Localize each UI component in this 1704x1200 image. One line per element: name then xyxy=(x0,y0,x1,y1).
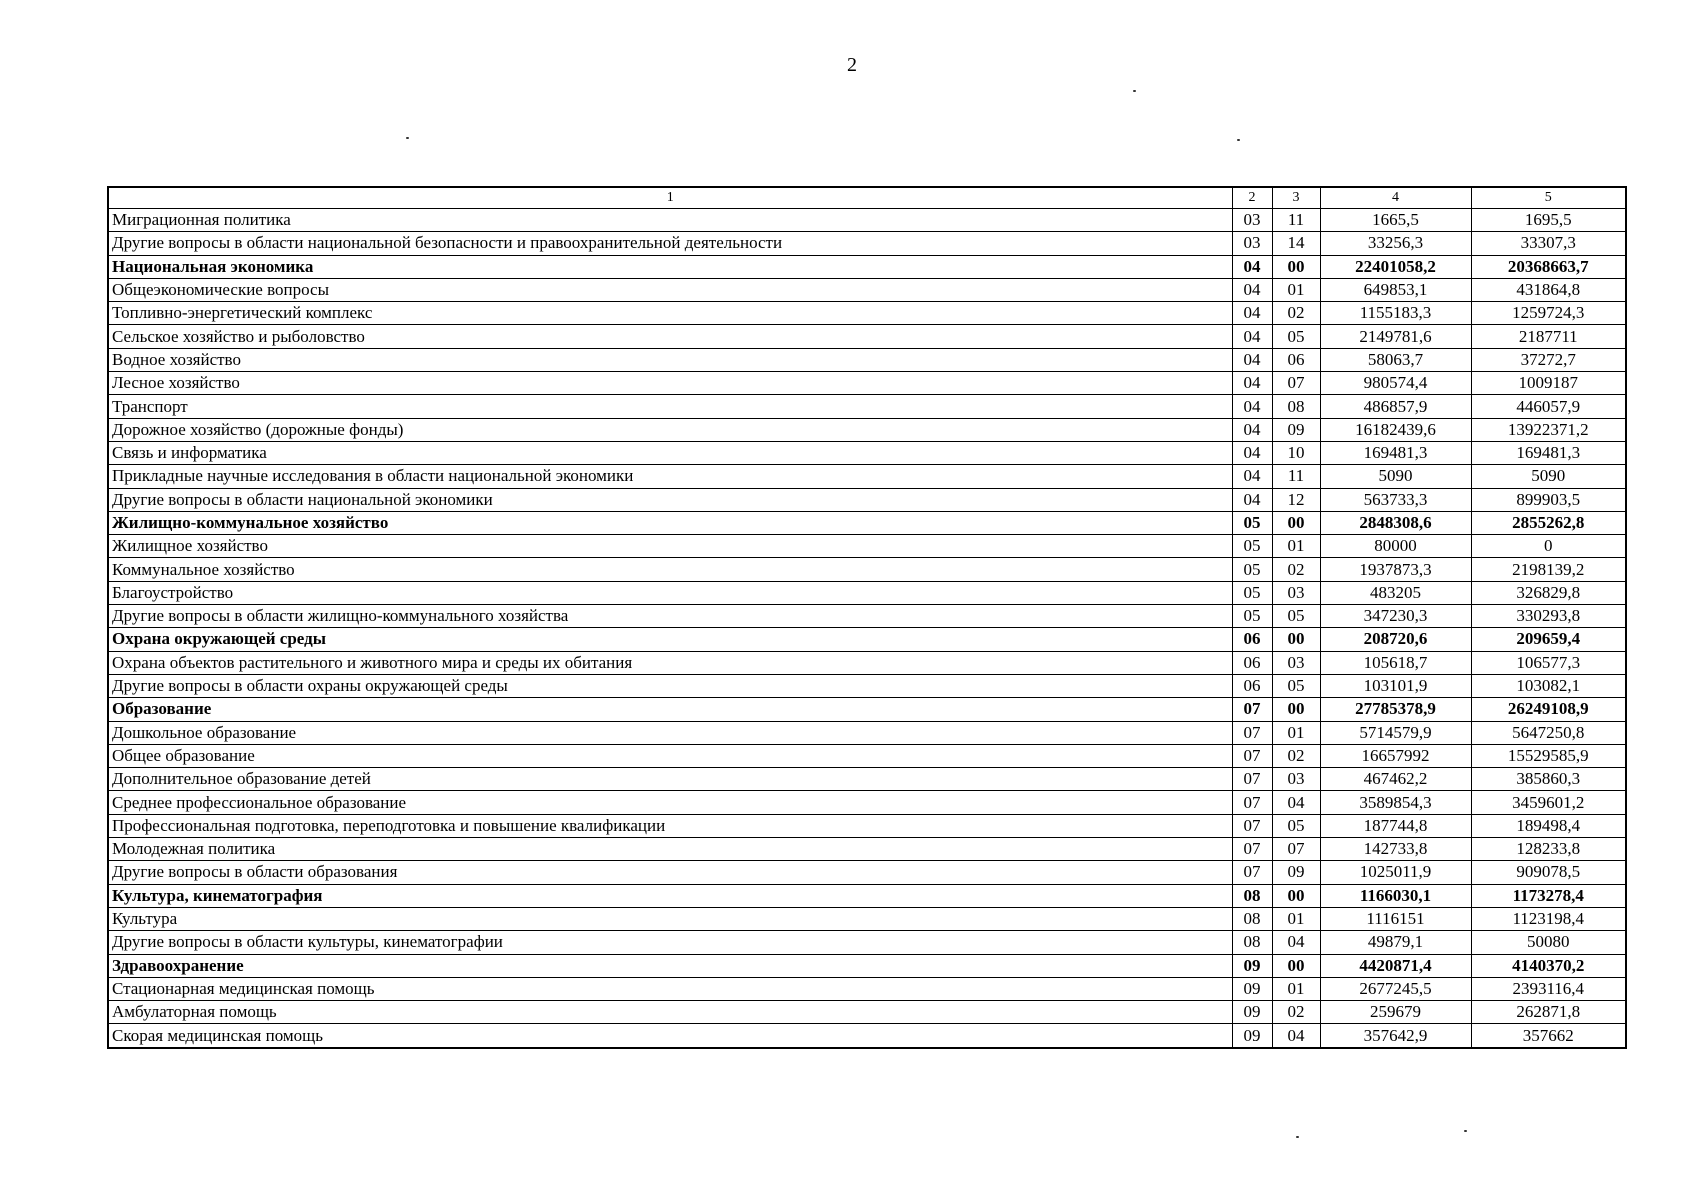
section-code-cell: 07 xyxy=(1232,838,1272,861)
amount-cell: 16182439,6 xyxy=(1320,418,1471,441)
scan-speck xyxy=(1464,1130,1467,1132)
amount-cell: 1259724,3 xyxy=(1471,302,1626,325)
subsection-code-cell: 02 xyxy=(1272,558,1320,581)
amount-cell: 1173278,4 xyxy=(1471,884,1626,907)
subsection-code-cell: 07 xyxy=(1272,838,1320,861)
amount-cell: 15529585,9 xyxy=(1471,744,1626,767)
scan-speck xyxy=(1296,1136,1299,1138)
row-name-cell: Коммунальное хозяйство xyxy=(108,558,1232,581)
amount-cell: 467462,2 xyxy=(1320,768,1471,791)
amount-cell: 5647250,8 xyxy=(1471,721,1626,744)
amount-cell: 189498,4 xyxy=(1471,814,1626,837)
section-code-cell: 04 xyxy=(1232,255,1272,278)
row-name-cell: Другие вопросы в области национальной экономики xyxy=(108,488,1232,511)
subsection-code-cell: 05 xyxy=(1272,814,1320,837)
section-code-cell: 06 xyxy=(1232,651,1272,674)
subsection-code-cell: 01 xyxy=(1272,278,1320,301)
amount-cell: 106577,3 xyxy=(1471,651,1626,674)
amount-cell: 37272,7 xyxy=(1471,348,1626,371)
row-name-cell: Стационарная медицинская помощь xyxy=(108,977,1232,1000)
table-row xyxy=(108,791,1626,814)
table-row xyxy=(108,977,1626,1000)
amount-cell: 1166030,1 xyxy=(1320,884,1471,907)
section-code-cell: 09 xyxy=(1232,954,1272,977)
section-code-cell: 07 xyxy=(1232,768,1272,791)
amount-cell: 357662 xyxy=(1471,1024,1626,1048)
amount-cell: 103101,9 xyxy=(1320,674,1471,697)
section-code-cell: 05 xyxy=(1232,558,1272,581)
amount-cell: 0 xyxy=(1471,535,1626,558)
section-code-cell: 07 xyxy=(1232,721,1272,744)
row-name-cell: Другие вопросы в области жилищно-коммунального хозяйства xyxy=(108,605,1232,628)
section-code-cell: 04 xyxy=(1232,441,1272,464)
section-code-cell: 04 xyxy=(1232,348,1272,371)
section-code-cell: 08 xyxy=(1232,907,1272,930)
amount-cell: 2393116,4 xyxy=(1471,977,1626,1000)
table-row-section xyxy=(108,698,1626,721)
amount-cell: 209659,4 xyxy=(1471,628,1626,651)
amount-cell: 483205 xyxy=(1320,581,1471,604)
section-code-cell: 08 xyxy=(1232,931,1272,954)
subsection-code-cell: 05 xyxy=(1272,674,1320,697)
section-code-cell: 03 xyxy=(1232,232,1272,255)
row-name-cell: Дошкольное образование xyxy=(108,721,1232,744)
table-row-section xyxy=(108,511,1626,534)
subsection-code-cell: 00 xyxy=(1272,698,1320,721)
table-row xyxy=(108,372,1626,395)
amount-cell: 20368663,7 xyxy=(1471,255,1626,278)
table-row xyxy=(108,348,1626,371)
amount-cell: 169481,3 xyxy=(1320,441,1471,464)
amount-cell: 446057,9 xyxy=(1471,395,1626,418)
amount-cell: 1025011,9 xyxy=(1320,861,1471,884)
amount-cell: 563733,3 xyxy=(1320,488,1471,511)
row-name-cell: Транспорт xyxy=(108,395,1232,418)
amount-cell: 486857,9 xyxy=(1320,395,1471,418)
table-row xyxy=(108,232,1626,255)
table-row xyxy=(108,581,1626,604)
section-code-cell: 04 xyxy=(1232,465,1272,488)
row-name-cell: Национальная экономика xyxy=(108,255,1232,278)
subsection-code-cell: 04 xyxy=(1272,931,1320,954)
amount-cell: 2848308,6 xyxy=(1320,511,1471,534)
amount-cell: 58063,7 xyxy=(1320,348,1471,371)
amount-cell: 16657992 xyxy=(1320,744,1471,767)
row-name-cell: Жилищно-коммунальное хозяйство xyxy=(108,511,1232,534)
column-header: 3 xyxy=(1272,187,1320,209)
amount-cell: 1123198,4 xyxy=(1471,907,1626,930)
section-code-cell: 09 xyxy=(1232,1024,1272,1048)
table-row xyxy=(108,395,1626,418)
subsection-code-cell: 02 xyxy=(1272,302,1320,325)
subsection-code-cell: 01 xyxy=(1272,535,1320,558)
section-code-cell: 07 xyxy=(1232,814,1272,837)
row-name-cell: Образование xyxy=(108,698,1232,721)
section-code-cell: 04 xyxy=(1232,278,1272,301)
row-name-cell: Другие вопросы в области охраны окружающей среды xyxy=(108,674,1232,697)
subsection-code-cell: 02 xyxy=(1272,1001,1320,1024)
amount-cell: 431864,8 xyxy=(1471,278,1626,301)
row-name-cell: Дополнительное образование детей xyxy=(108,768,1232,791)
table-row-section xyxy=(108,954,1626,977)
row-name-cell: Другие вопросы в области культуры, кинематографии xyxy=(108,931,1232,954)
table-row xyxy=(108,931,1626,954)
amount-cell: 50080 xyxy=(1471,931,1626,954)
amount-cell: 142733,8 xyxy=(1320,838,1471,861)
table-row xyxy=(108,814,1626,837)
section-code-cell: 04 xyxy=(1232,302,1272,325)
page-number: 2 xyxy=(847,54,857,76)
amount-cell: 3459601,2 xyxy=(1471,791,1626,814)
subsection-code-cell: 00 xyxy=(1272,954,1320,977)
subsection-code-cell: 03 xyxy=(1272,581,1320,604)
amount-cell: 105618,7 xyxy=(1320,651,1471,674)
amount-cell: 2855262,8 xyxy=(1471,511,1626,534)
table-row xyxy=(108,465,1626,488)
subsection-code-cell: 04 xyxy=(1272,1024,1320,1048)
table-row xyxy=(108,674,1626,697)
table-row xyxy=(108,488,1626,511)
subsection-code-cell: 06 xyxy=(1272,348,1320,371)
column-header: 1 xyxy=(108,187,1232,209)
row-name-cell: Профессиональная подготовка, переподготовка и повышение квалификации xyxy=(108,814,1232,837)
table-header-row xyxy=(108,187,1626,209)
section-code-cell: 08 xyxy=(1232,884,1272,907)
amount-cell: 2677245,5 xyxy=(1320,977,1471,1000)
row-name-cell: Общеэкономические вопросы xyxy=(108,278,1232,301)
subsection-code-cell: 14 xyxy=(1272,232,1320,255)
amount-cell: 22401058,2 xyxy=(1320,255,1471,278)
scan-speck xyxy=(1133,90,1136,92)
amount-cell: 1937873,3 xyxy=(1320,558,1471,581)
row-name-cell: Охрана объектов растительного и животного мира и среды их обитания xyxy=(108,651,1232,674)
section-code-cell: 07 xyxy=(1232,698,1272,721)
section-code-cell: 04 xyxy=(1232,325,1272,348)
amount-cell: 103082,1 xyxy=(1471,674,1626,697)
row-name-cell: Культура xyxy=(108,907,1232,930)
subsection-code-cell: 09 xyxy=(1272,861,1320,884)
row-name-cell: Благоустройство xyxy=(108,581,1232,604)
amount-cell: 13922371,2 xyxy=(1471,418,1626,441)
amount-cell: 169481,3 xyxy=(1471,441,1626,464)
section-code-cell: 03 xyxy=(1232,209,1272,232)
table-row xyxy=(108,302,1626,325)
row-name-cell: Дорожное хозяйство (дорожные фонды) xyxy=(108,418,1232,441)
table-row xyxy=(108,441,1626,464)
subsection-code-cell: 03 xyxy=(1272,651,1320,674)
subsection-code-cell: 12 xyxy=(1272,488,1320,511)
subsection-code-cell: 00 xyxy=(1272,511,1320,534)
section-code-cell: 07 xyxy=(1232,861,1272,884)
table-body xyxy=(108,209,1626,1048)
table-row xyxy=(108,1001,1626,1024)
amount-cell: 5090 xyxy=(1320,465,1471,488)
column-header: 5 xyxy=(1471,187,1626,209)
amount-cell: 187744,8 xyxy=(1320,814,1471,837)
amount-cell: 1695,5 xyxy=(1471,209,1626,232)
amount-cell: 909078,5 xyxy=(1471,861,1626,884)
amount-cell: 128233,8 xyxy=(1471,838,1626,861)
row-name-cell: Водное хозяйство xyxy=(108,348,1232,371)
amount-cell: 3589854,3 xyxy=(1320,791,1471,814)
amount-cell: 385860,3 xyxy=(1471,768,1626,791)
amount-cell: 649853,1 xyxy=(1320,278,1471,301)
amount-cell: 1009187 xyxy=(1471,372,1626,395)
table-row xyxy=(108,605,1626,628)
amount-cell: 326829,8 xyxy=(1471,581,1626,604)
section-code-cell: 09 xyxy=(1232,977,1272,1000)
subsection-code-cell: 05 xyxy=(1272,325,1320,348)
amount-cell: 899903,5 xyxy=(1471,488,1626,511)
table-row xyxy=(108,558,1626,581)
table-row xyxy=(108,721,1626,744)
table-row xyxy=(108,838,1626,861)
subsection-code-cell: 09 xyxy=(1272,418,1320,441)
budget-table xyxy=(107,186,1627,1049)
amount-cell: 330293,8 xyxy=(1471,605,1626,628)
amount-cell: 26249108,9 xyxy=(1471,698,1626,721)
section-code-cell: 09 xyxy=(1232,1001,1272,1024)
row-name-cell: Молодежная политика xyxy=(108,838,1232,861)
row-name-cell: Культура, кинематография xyxy=(108,884,1232,907)
amount-cell: 33256,3 xyxy=(1320,232,1471,255)
table-row xyxy=(108,278,1626,301)
section-code-cell: 05 xyxy=(1232,535,1272,558)
subsection-code-cell: 03 xyxy=(1272,768,1320,791)
subsection-code-cell: 00 xyxy=(1272,884,1320,907)
amount-cell: 1116151 xyxy=(1320,907,1471,930)
amount-cell: 262871,8 xyxy=(1471,1001,1626,1024)
amount-cell: 33307,3 xyxy=(1471,232,1626,255)
amount-cell: 2198139,2 xyxy=(1471,558,1626,581)
amount-cell: 5090 xyxy=(1471,465,1626,488)
section-code-cell: 04 xyxy=(1232,418,1272,441)
table-row xyxy=(108,744,1626,767)
amount-cell: 49879,1 xyxy=(1320,931,1471,954)
row-name-cell: Среднее профессиональное образование xyxy=(108,791,1232,814)
section-code-cell: 05 xyxy=(1232,581,1272,604)
row-name-cell: Жилищное хозяйство xyxy=(108,535,1232,558)
row-name-cell: Скорая медицинская помощь xyxy=(108,1024,1232,1048)
amount-cell: 1155183,3 xyxy=(1320,302,1471,325)
scan-speck xyxy=(1237,139,1240,141)
subsection-code-cell: 01 xyxy=(1272,721,1320,744)
row-name-cell: Миграционная политика xyxy=(108,209,1232,232)
table-row xyxy=(108,651,1626,674)
table-row xyxy=(108,861,1626,884)
section-code-cell: 05 xyxy=(1232,605,1272,628)
subsection-code-cell: 07 xyxy=(1272,372,1320,395)
column-header: 2 xyxy=(1232,187,1272,209)
section-code-cell: 06 xyxy=(1232,674,1272,697)
subsection-code-cell: 01 xyxy=(1272,907,1320,930)
table-row-section xyxy=(108,628,1626,651)
section-code-cell: 04 xyxy=(1232,395,1272,418)
amount-cell: 5714579,9 xyxy=(1320,721,1471,744)
section-code-cell: 05 xyxy=(1232,511,1272,534)
subsection-code-cell: 05 xyxy=(1272,605,1320,628)
subsection-code-cell: 04 xyxy=(1272,791,1320,814)
table-row xyxy=(108,325,1626,348)
subsection-code-cell: 00 xyxy=(1272,255,1320,278)
amount-cell: 980574,4 xyxy=(1320,372,1471,395)
row-name-cell: Охрана окружающей среды xyxy=(108,628,1232,651)
table-row xyxy=(108,209,1626,232)
section-code-cell: 07 xyxy=(1232,791,1272,814)
table-row xyxy=(108,1024,1626,1048)
table-row xyxy=(108,418,1626,441)
amount-cell: 4140370,2 xyxy=(1471,954,1626,977)
row-name-cell: Здравоохранение xyxy=(108,954,1232,977)
subsection-code-cell: 11 xyxy=(1272,209,1320,232)
amount-cell: 80000 xyxy=(1320,535,1471,558)
scan-speck xyxy=(406,137,409,139)
amount-cell: 2187711 xyxy=(1471,325,1626,348)
row-name-cell: Другие вопросы в области образования xyxy=(108,861,1232,884)
section-code-cell: 04 xyxy=(1232,372,1272,395)
column-header: 4 xyxy=(1320,187,1471,209)
row-name-cell: Топливно-энергетический комплекс xyxy=(108,302,1232,325)
section-code-cell: 07 xyxy=(1232,744,1272,767)
table-row-section xyxy=(108,884,1626,907)
amount-cell: 2149781,6 xyxy=(1320,325,1471,348)
row-name-cell: Лесное хозяйство xyxy=(108,372,1232,395)
row-name-cell: Общее образование xyxy=(108,744,1232,767)
amount-cell: 357642,9 xyxy=(1320,1024,1471,1048)
amount-cell: 27785378,9 xyxy=(1320,698,1471,721)
subsection-code-cell: 11 xyxy=(1272,465,1320,488)
amount-cell: 259679 xyxy=(1320,1001,1471,1024)
row-name-cell: Связь и информатика xyxy=(108,441,1232,464)
subsection-code-cell: 01 xyxy=(1272,977,1320,1000)
amount-cell: 347230,3 xyxy=(1320,605,1471,628)
row-name-cell: Амбулаторная помощь xyxy=(108,1001,1232,1024)
subsection-code-cell: 08 xyxy=(1272,395,1320,418)
table-row xyxy=(108,907,1626,930)
row-name-cell: Другие вопросы в области национальной безопасности и правоохранительной деятельности xyxy=(108,232,1232,255)
subsection-code-cell: 00 xyxy=(1272,628,1320,651)
subsection-code-cell: 10 xyxy=(1272,441,1320,464)
row-name-cell: Прикладные научные исследования в области национальной экономики xyxy=(108,465,1232,488)
amount-cell: 1665,5 xyxy=(1320,209,1471,232)
amount-cell: 4420871,4 xyxy=(1320,954,1471,977)
amount-cell: 208720,6 xyxy=(1320,628,1471,651)
subsection-code-cell: 02 xyxy=(1272,744,1320,767)
table-row-section xyxy=(108,255,1626,278)
section-code-cell: 06 xyxy=(1232,628,1272,651)
section-code-cell: 04 xyxy=(1232,488,1272,511)
table-row xyxy=(108,535,1626,558)
table-row xyxy=(108,768,1626,791)
row-name-cell: Сельское хозяйство и рыболовство xyxy=(108,325,1232,348)
